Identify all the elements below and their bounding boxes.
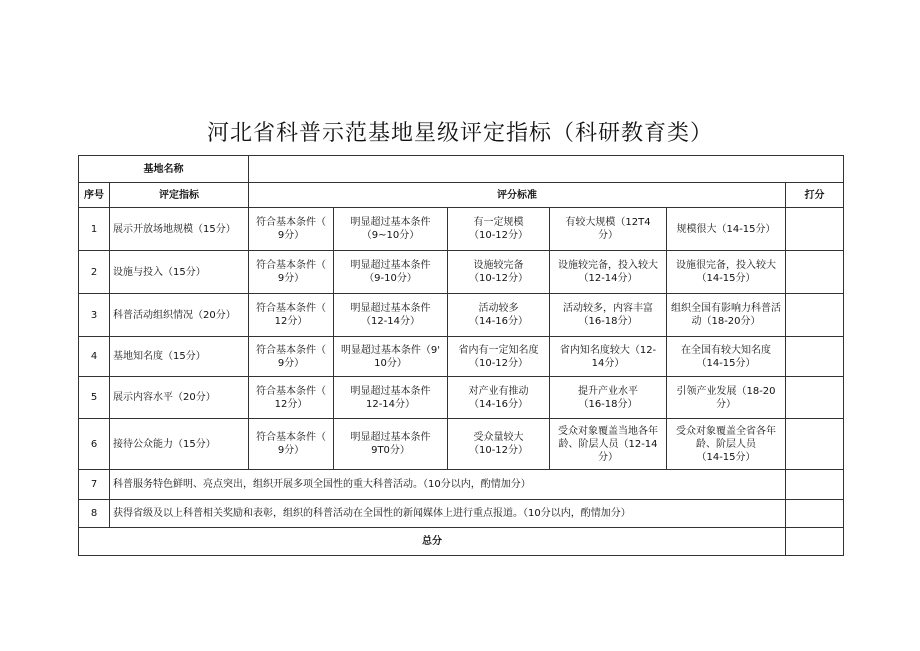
criteria-level-3: 有一定规模 （10-12分） — [448, 208, 550, 251]
criteria-level-3: 对产业有推动 （14-16分） — [448, 377, 550, 419]
row-number: 7 — [79, 470, 110, 500]
extra-rows — [79, 470, 844, 528]
criteria-level-5: 引领产业发展（18-20分） — [667, 377, 786, 419]
row-score-cell — [786, 377, 844, 419]
criteria-row — [79, 337, 844, 377]
base-name-label: 基地名称 — [79, 156, 249, 183]
col-no-header: 序号 — [79, 183, 110, 208]
criteria-level-2: 明显超过基本条件 （9-10分） — [334, 251, 448, 294]
row-number: 2 — [79, 251, 110, 294]
criteria-level-2: 明显超过基本条件（9' 10分） — [334, 337, 448, 377]
extra-criteria-text: 获得省级及以上科普相关奖励和表彰，组织的科普活动在全国性的新闻媒体上进行重点报道。（10分以内，酌情加分） — [110, 500, 786, 528]
row-score-cell — [786, 251, 844, 294]
criteria-row — [79, 294, 844, 337]
criteria-level-4: 设施较完备，投入较大 （12-14分） — [550, 251, 667, 294]
criteria-level-3: 设施较完备 （10-12分） — [448, 251, 550, 294]
criteria-row — [79, 377, 844, 419]
criteria-level-5: 设施很完备，投入较大 （14-15分） — [667, 251, 786, 294]
criteria-level-3: 省内有一定知名度 （10-12分） — [448, 337, 550, 377]
page-title: 河北省科普示范基地星级评定指标（科研教育类） — [206, 121, 713, 146]
criteria-level-2: 明显超过基本条件 12-14分） — [334, 377, 448, 419]
row-number: 4 — [79, 337, 110, 377]
total-row — [79, 528, 844, 556]
evaluation-table — [78, 155, 844, 556]
row-number: 6 — [79, 419, 110, 470]
criteria-level-4: 有较大规模（12T4 分） — [550, 208, 667, 251]
base-name-row — [79, 156, 844, 183]
criteria-level-2: 明显超过基本条件 （12-14分） — [334, 294, 448, 337]
criteria-row — [79, 208, 844, 251]
header-row — [79, 183, 844, 208]
criteria-level-1: 符合基本条件（ 9分） — [249, 208, 334, 251]
criteria-level-1: 符合基本条件（ 12分） — [249, 377, 334, 419]
row-indicator: 接待公众能力（15分） — [110, 419, 249, 470]
col-score-header: 打分 — [786, 183, 844, 208]
criteria-level-5: 规模很大（14-15分） — [667, 208, 786, 251]
base-name-value — [249, 156, 844, 183]
criteria-level-2: 明显超过基本条件 9T0分） — [334, 419, 448, 470]
col-criteria-header: 评分标准 — [249, 183, 786, 208]
row-score-cell — [786, 419, 844, 470]
row-indicator: 科普活动组织情况（20分） — [110, 294, 249, 337]
total-score-cell — [786, 528, 844, 556]
criteria-rows — [79, 208, 844, 470]
criteria-level-4: 受众对象覆盖当地各年 龄、阶层人员（12-14 分） — [550, 419, 667, 470]
extra-row — [79, 470, 844, 500]
row-score-cell — [786, 470, 844, 500]
row-number: 5 — [79, 377, 110, 419]
row-indicator: 设施与投入（15分） — [110, 251, 249, 294]
row-number: 1 — [79, 208, 110, 251]
criteria-level-1: 符合基本条件（ 12分） — [249, 294, 334, 337]
criteria-level-4: 活动较多，内容丰富 （16-18分） — [550, 294, 667, 337]
row-score-cell — [786, 337, 844, 377]
criteria-level-1: 符合基本条件（ 9分） — [249, 419, 334, 470]
criteria-row — [79, 419, 844, 470]
criteria-level-3: 活动较多 （14-16分） — [448, 294, 550, 337]
criteria-level-1: 符合基本条件（ 9分） — [249, 251, 334, 294]
row-indicator: 展示内容水平（20分） — [110, 377, 249, 419]
row-score-cell — [786, 294, 844, 337]
criteria-level-4: 提升产业水平 （16-18分） — [550, 377, 667, 419]
row-score-cell — [786, 500, 844, 528]
criteria-level-3: 受众量较大 （10-12分） — [448, 419, 550, 470]
row-number: 3 — [79, 294, 110, 337]
extra-row — [79, 500, 844, 528]
criteria-level-5: 在全国有较大知名度 （14-15分） — [667, 337, 786, 377]
criteria-row — [79, 251, 844, 294]
total-label: 总分 — [79, 528, 786, 556]
row-indicator: 展示开放场地规模（15分） — [110, 208, 249, 251]
criteria-level-1: 符合基本条件（ 9分） — [249, 337, 334, 377]
row-number: 8 — [79, 500, 110, 528]
extra-criteria-text: 科普服务特色鲜明、亮点突出，组织开展多项全国性的重大科普活动。（10分以内，酌情加分） — [110, 470, 786, 500]
row-score-cell — [786, 208, 844, 251]
criteria-level-4: 省内知名度较大（12- 14分） — [550, 337, 667, 377]
criteria-level-5: 受众对象覆盖全省各年 龄、阶层人员 （14-15分） — [667, 419, 786, 470]
criteria-level-2: 明显超过基本条件 （9~10分） — [334, 208, 448, 251]
criteria-level-5: 组织全国有影响力科普活 动（18-20分） — [667, 294, 786, 337]
col-indicator-header: 评定指标 — [110, 183, 249, 208]
row-indicator: 基地知名度（15分） — [110, 337, 249, 377]
